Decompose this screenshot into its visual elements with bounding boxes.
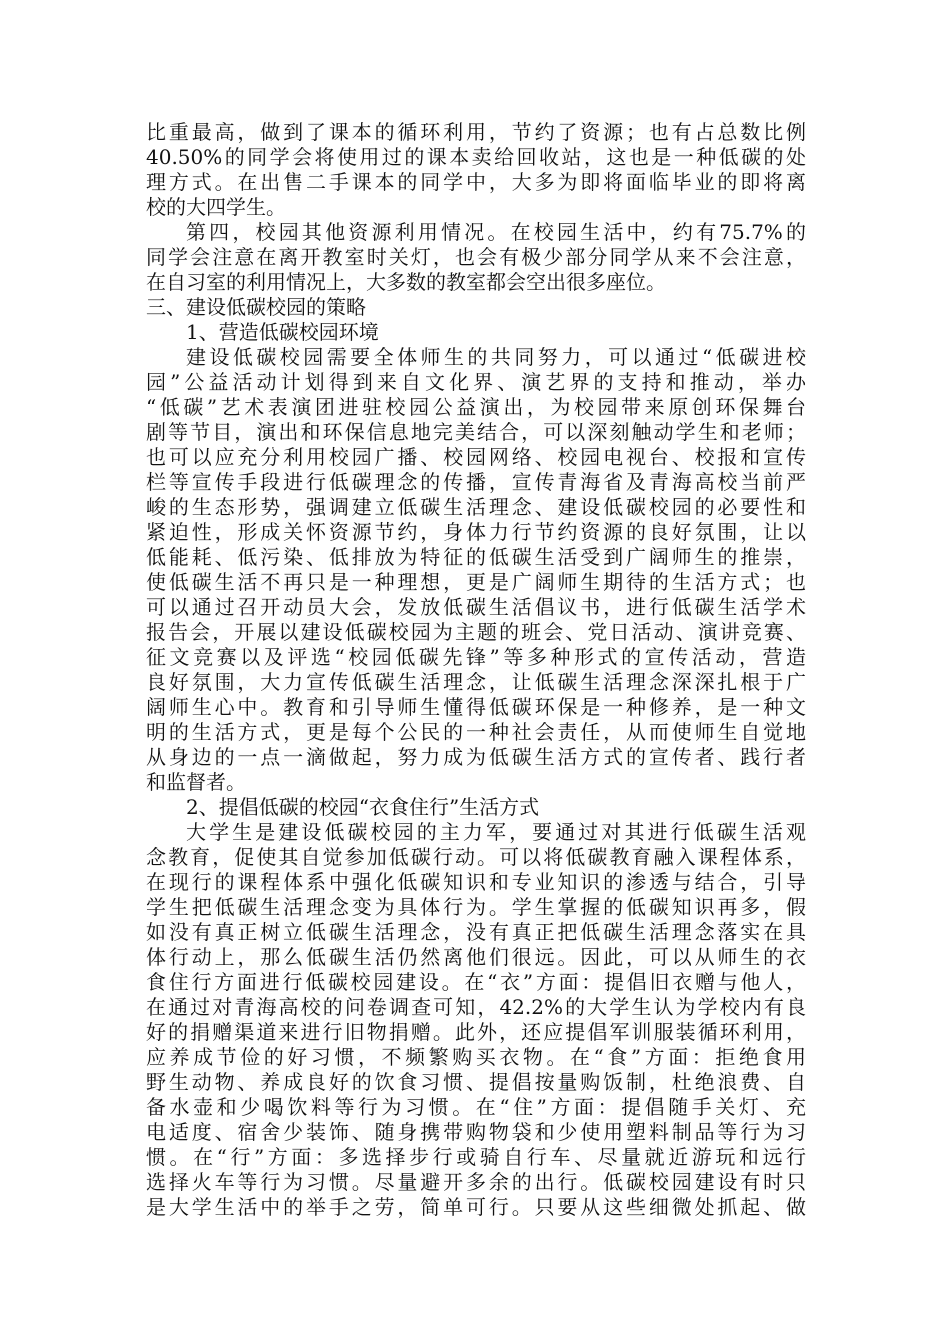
text-line: 也可以应充分利用校园广播、校园网络、校园电视台、校报和宣传	[146, 445, 806, 469]
text-line: 40.50%的同学会将使用过的课本卖给回收站，这也是一种低碳的处	[146, 145, 806, 169]
text-line: 栏等宣传手段进行低碳理念的传播，宣传青海省及青海高校当前严	[146, 470, 806, 494]
text-line: 使低碳生活不再只是一种理想，更是广阔师生期待的生活方式；也	[146, 570, 806, 594]
text-line: 在自习室的利用情况上，大多数的教室都会空出很多座位。	[146, 270, 666, 294]
text-line: 报告会，开展以建设低碳校园为主题的班会、党日活动、演讲竞赛、	[146, 620, 806, 644]
text-line: “低碳”艺术表演团进驻校园公益演出，为校园带来原创环保舞台	[146, 395, 806, 419]
text-line: 明的生活方式，更是每个公民的一种社会责任，从而使师生自觉地	[146, 720, 806, 744]
text-line: 体行动上，那么低碳生活仍然离他们很远。因此，可以从师生的衣	[146, 945, 806, 969]
text-line: 从身边的一点一滴做起，努力成为低碳生活方式的宣传者、践行者	[146, 745, 806, 769]
document-page	[146, 120, 806, 1220]
text-line: 惯。在“行”方面：多选择步行或骑自行车、尽量就近游玩和远行	[146, 1145, 806, 1169]
text-line: 阔师生心中。教育和引导师生懂得低碳环保是一种修养，是一种文	[146, 695, 806, 719]
text-line: 选择火车等行为习惯。尽量避开多余的出行。低碳校园建设有时只	[146, 1170, 806, 1194]
text-line: 紧迫性，形成关怀资源节约，身体力行节约资源的良好氛围，让以	[146, 520, 806, 544]
subsection-heading	[146, 320, 806, 345]
text-line: 校的大四学生。	[146, 195, 286, 219]
text-line: 征文竞赛以及评选“校园低碳先锋”等多种形式的宣传活动，营造	[146, 645, 806, 669]
text-line: 念教育，促使其自觉参加低碳行动。可以将低碳教育融入课程体系，	[146, 845, 806, 869]
text-line: 建设低碳校园需要全体师生的共同努力，可以通过“低碳进校	[186, 345, 806, 369]
text-line: 和监督者。	[146, 770, 246, 794]
text-line: 同学会注意在离开教室时关灯，也会有极少部分同学从来不会注意，	[146, 245, 806, 269]
text-line: 备水壶和少喝饮料等行为习惯。在“住”方面：提倡随手关灯、充	[146, 1095, 806, 1119]
text-line: 是大学生活中的举手之劳，简单可行。只要从这些细微处抓起、做	[146, 1195, 806, 1219]
section-heading	[146, 295, 806, 320]
text-line: 野生动物、养成良好的饮食习惯、提倡按量购饭制，杜绝浪费、自	[146, 1070, 806, 1094]
heading-text: 三、建设低碳校园的策略	[146, 295, 366, 319]
text-line: 大学生是建设低碳校园的主力军，要通过对其进行低碳生活观	[186, 820, 806, 844]
text-line: 比重最高，做到了课本的循环利用，节约了资源；也有占总数比例	[146, 120, 806, 144]
text-line: 在通过对青海高校的问卷调查可知，42.2%的大学生认为学校内有良	[146, 995, 806, 1019]
paragraph	[146, 345, 806, 795]
text-line: 剧等节目，演出和环保信息地完美结合，可以深刻触动学生和老师；	[146, 420, 806, 444]
text-line: 如没有真正树立低碳生活理念，没有真正把低碳生活理念落实在具	[146, 920, 806, 944]
subheading-text: 1、营造低碳校园环境	[186, 320, 379, 344]
text-line: 电适度、宿舍少装饰、随身携带购物袋和少使用塑料制品等行为习	[146, 1120, 806, 1144]
text-line: 好的捐赠渠道来进行旧物捐赠。此外，还应提倡军训服装循环利用，	[146, 1020, 806, 1044]
text-line: 第四，校园其他资源利用情况。在校园生活中，约有75.7%的	[186, 220, 806, 244]
text-line: 园”公益活动计划得到来自文化界、演艺界的支持和推动，举办	[146, 370, 806, 394]
text-line: 理方式。在出售二手课本的同学中，大多为即将面临毕业的即将离	[146, 170, 806, 194]
paragraph	[146, 820, 806, 1220]
subheading-text: 2、提倡低碳的校园“衣食住行”生活方式	[186, 795, 540, 819]
text-line: 学生把低碳生活理念变为具体行为。学生掌握的低碳知识再多，假	[146, 895, 806, 919]
text-line: 食住行方面进行低碳校园建设。在“衣”方面：提倡旧衣赠与他人，	[146, 970, 806, 994]
text-line: 良好氛围，大力宣传低碳生活理念，让低碳生活理念深深扎根于广	[146, 670, 806, 694]
text-line: 低能耗、低污染、低排放为特征的低碳生活受到广阔师生的推崇，	[146, 545, 806, 569]
paragraph	[146, 120, 806, 220]
text-line: 应养成节俭的好习惯，不频繁购买衣物。在“食”方面：拒绝食用	[146, 1045, 806, 1069]
text-line: 在现行的课程体系中强化低碳知识和专业知识的渗透与结合，引导	[146, 870, 806, 894]
text-line: 峻的生态形势，强调建立低碳生活理念、建设低碳校园的必要性和	[146, 495, 806, 519]
paragraph	[146, 220, 806, 295]
subsection-heading	[146, 795, 806, 820]
text-line: 可以通过召开动员大会，发放低碳生活倡议书，进行低碳生活学术	[146, 595, 806, 619]
